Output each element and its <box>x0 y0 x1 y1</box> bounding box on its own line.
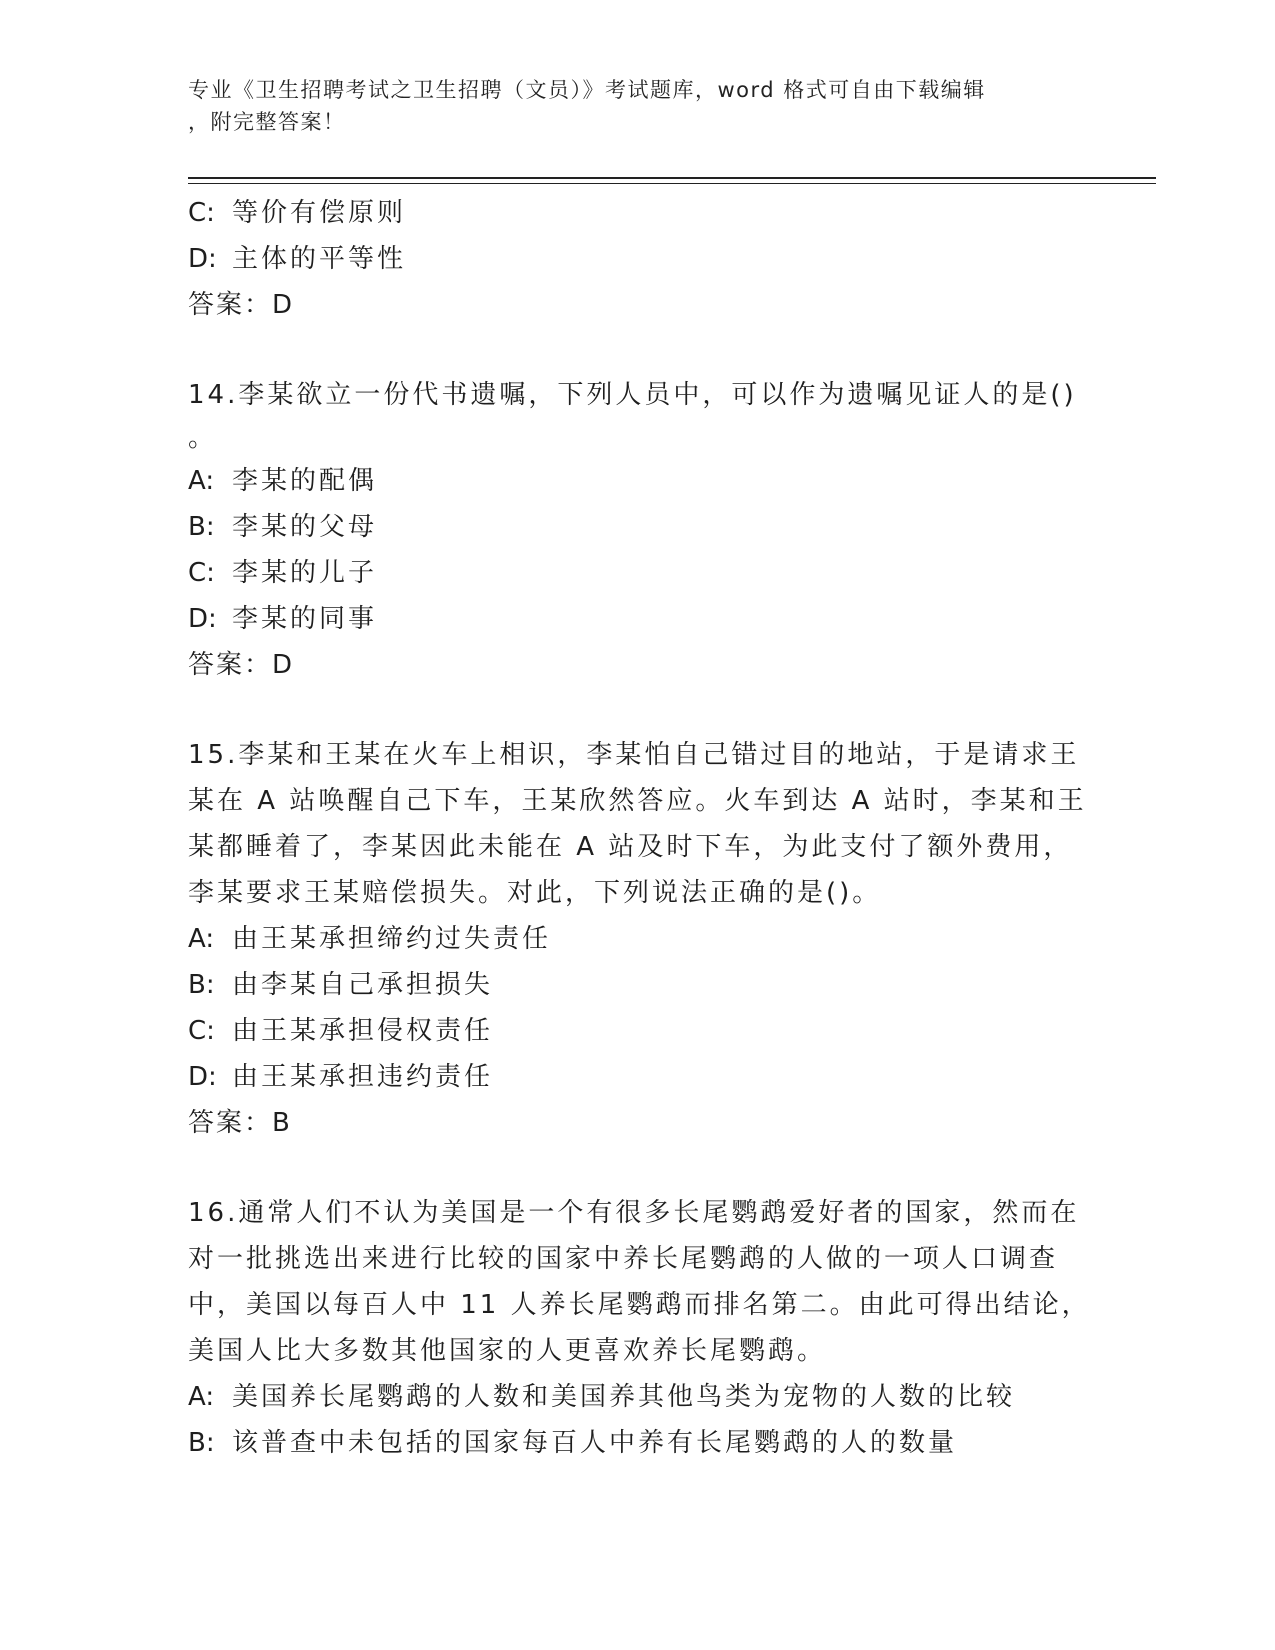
document-header <box>188 74 1068 138</box>
option-key: B: <box>188 512 215 542</box>
option-text: 等价有偿原则 <box>232 198 407 228</box>
option-text: 由王某承担缔约过失责任 <box>232 924 552 954</box>
question-stem-continued: 。 <box>188 423 218 453</box>
option-a <box>188 458 1088 504</box>
option-b <box>188 504 1088 550</box>
header-rule-thick <box>188 177 1156 179</box>
question-14 <box>188 372 1088 688</box>
option-a <box>188 1374 1088 1420</box>
option-key: D: <box>188 244 217 274</box>
question-stem: 14.李某欲立一份代书遗嘱，下列人员中，可以作为遗嘱见证人的是() <box>188 380 1077 410</box>
question-15 <box>188 732 1088 1146</box>
option-key: A: <box>188 1382 215 1412</box>
option-key: D: <box>188 604 217 634</box>
option-key: B: <box>188 1428 215 1458</box>
option-key: A: <box>188 466 215 496</box>
answer-line: 答案：D <box>188 650 295 680</box>
option-b <box>188 1420 1088 1466</box>
question-stem-line: 16.通常人们不认为美国是一个有很多长尾鹦鹉爱好者的国家，然而在 <box>188 1198 1080 1228</box>
question-16 <box>188 1190 1091 1466</box>
question-stem-line: 15.李某和王某在火车上相识，李某怕自己错过目的地站，于是请求王 <box>188 740 1080 770</box>
option-d <box>188 1054 1088 1100</box>
option-a <box>188 916 1088 962</box>
option-key: B: <box>188 970 215 1000</box>
answer-line: 答案：D <box>188 290 295 320</box>
option-d <box>188 236 1088 282</box>
option-text: 主体的平等性 <box>232 244 407 274</box>
option-key: C: <box>188 558 215 588</box>
option-c <box>188 190 1088 236</box>
option-c <box>188 550 1088 596</box>
option-text: 该普查中未包括的国家每百人中养有长尾鹦鹉的人的数量 <box>232 1428 958 1458</box>
header-line-1: 专业《卫生招聘考试之卫生招聘（文员）》考试题库，word 格式可自由下载编辑 <box>188 78 986 102</box>
option-key: D: <box>188 1062 217 1092</box>
option-text: 李某的儿子 <box>232 558 378 588</box>
question-stem-line: 李某要求王某赔偿损失。对此，下列说法正确的是()。 <box>188 878 882 908</box>
option-text: 美国养长尾鹦鹉的人数和美国养其他鸟类为宠物的人数的比较 <box>232 1382 1016 1412</box>
option-text: 李某的父母 <box>232 512 378 542</box>
option-d <box>188 596 1088 642</box>
option-text: 李某的配偶 <box>232 466 378 496</box>
option-text: 李某的同事 <box>232 604 378 634</box>
question-stem-line: 中，美国以每百人中 11 人养长尾鹦鹉而排名第二。由此可得出结论， <box>188 1290 1091 1320</box>
answer-line: 答案：B <box>188 1108 292 1138</box>
question-content <box>188 190 1091 1466</box>
option-text: 由李某自己承担损失 <box>232 970 494 1000</box>
header-rule-thin <box>188 183 1156 184</box>
option-text: 由王某承担侵权责任 <box>232 1016 494 1046</box>
option-key: A: <box>188 924 215 954</box>
spacer <box>188 688 1088 732</box>
question-stem-line: 某在 A 站唤醒自己下车，王某欣然答应。火车到达 A 站时，李某和王 <box>188 786 1087 816</box>
option-c <box>188 1008 1088 1054</box>
question-stem-line: 美国人比大多数其他国家的人更喜欢养长尾鹦鹉。 <box>188 1336 827 1366</box>
spacer <box>188 1146 1088 1190</box>
question-13-tail <box>188 190 1088 328</box>
option-key: C: <box>188 198 215 228</box>
question-stem-line: 某都睡着了，李某因此未能在 A 站及时下车，为此支付了额外费用， <box>188 832 1073 862</box>
header-line-2: ，附完整答案！ <box>188 110 346 134</box>
spacer <box>188 328 1088 372</box>
option-key: C: <box>188 1016 215 1046</box>
option-text: 由王某承担违约责任 <box>232 1062 494 1092</box>
option-b <box>188 962 1088 1008</box>
question-stem-line: 对一批挑选出来进行比较的国家中养长尾鹦鹉的人做的一项人口调查 <box>188 1244 1059 1274</box>
